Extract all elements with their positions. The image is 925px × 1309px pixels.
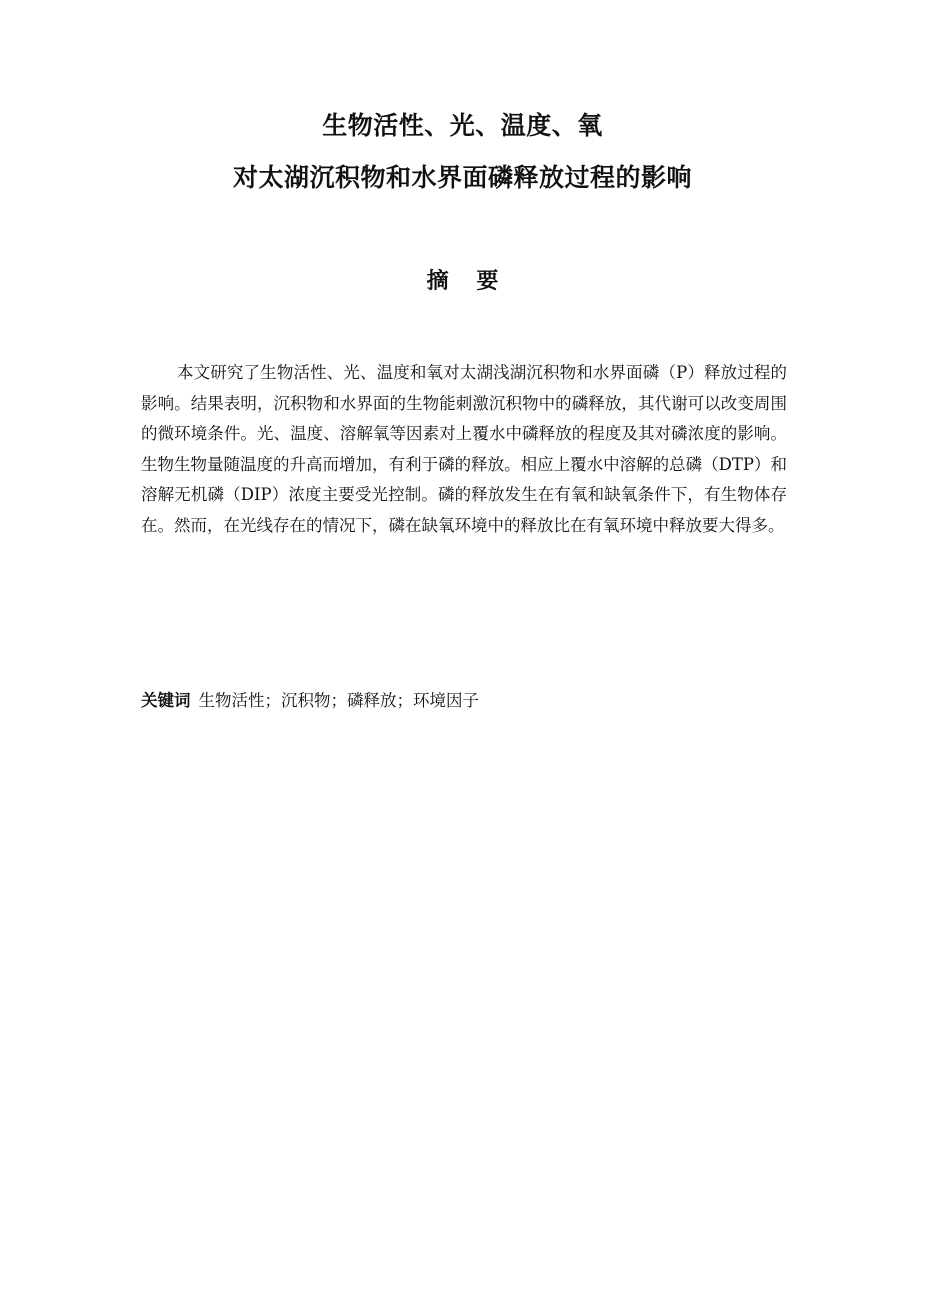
keywords-label: 关键词	[141, 691, 191, 710]
keywords-line	[141, 687, 787, 715]
abstract-heading: 摘 要	[426, 269, 509, 294]
title-line-1: 生物活性、光、温度、氧	[322, 111, 603, 140]
keywords-text: 生物活性；沉积物；磷释放；环境因子	[198, 691, 479, 710]
paper-title	[0, 112, 925, 192]
title-line-2: 对太湖沉积物和水界面磷释放过程的影响	[232, 163, 692, 192]
abstract-paragraph: 本文研究了生物活性、光、温度和氧对太湖浅湖沉积物和水界面磷（P）释放过程的影响。结果表明，沉积物和水界面的生物能刺激沉积物中的磷释放，其代谢可以改变周围的微环境条件。光、温度、溶解氧等因素对上覆水中磷释放的程度及其对磷浓度的影响。生物生物量随温度的升高而增加，有利于磷的释放。相应上覆水中溶解的总磷（DTP）和溶解无机磷（DIP）浓度主要受光控制。磷的释放发生在有氧和缺氧条件下，有生物体存在。然而，在光线存在的情况下，磷在缺氧环境中的释放比在有氧环境中释放要大得多。	[141, 363, 787, 535]
